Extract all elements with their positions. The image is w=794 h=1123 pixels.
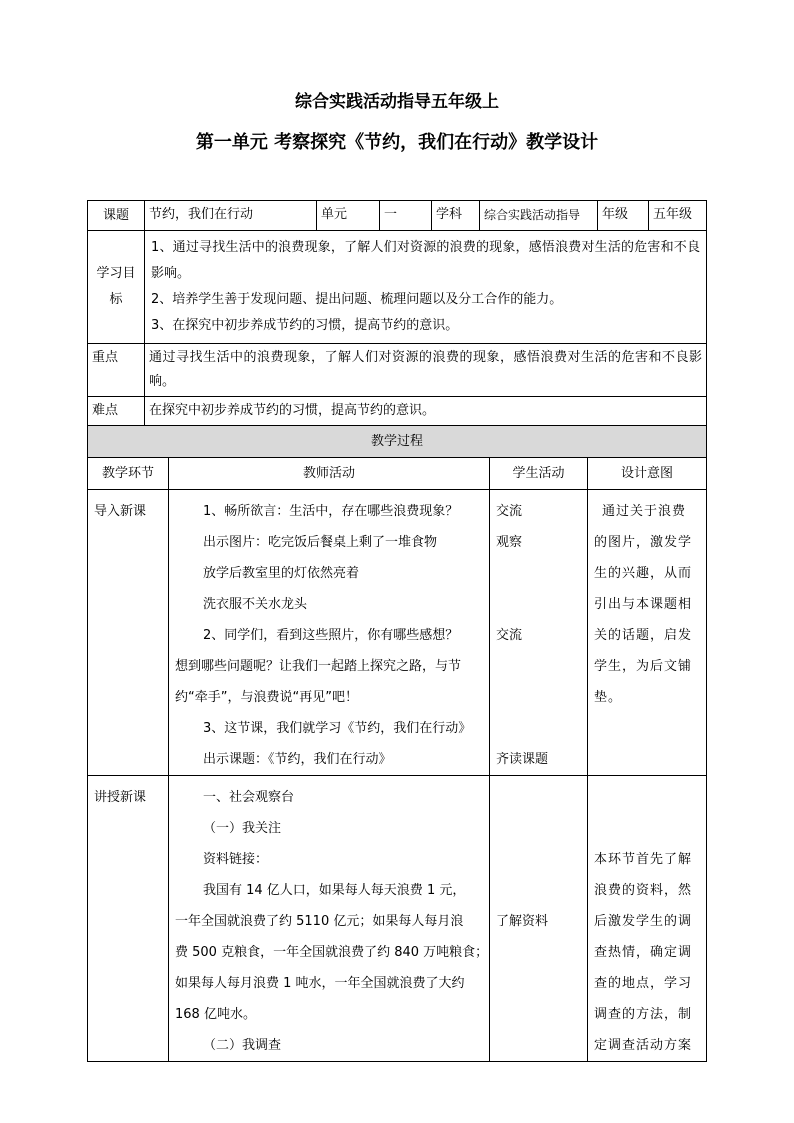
- intent-line: 生的兴趣，从而: [594, 566, 693, 581]
- intent-line: 定调查活动方案: [594, 1038, 693, 1053]
- intent-line: 学生，为后文铺: [594, 659, 693, 674]
- unit-label: 单元: [317, 201, 380, 231]
- goal-item: 1、通过寻找生活中的浪费现象，了解人们对资源的浪费的现象，感悟浪费对生活的危害和不良影响。: [151, 240, 700, 281]
- key-point-text: 通过寻找生活中的浪费现象，了解人们对资源的浪费的现象，感悟浪费对生活的危害和不良影响。: [145, 344, 707, 397]
- subject-label: 学科: [432, 201, 480, 231]
- intent-line: 调查的方法，制: [594, 1007, 693, 1022]
- goals-label: 学习目标: [88, 231, 145, 344]
- intent-line: [594, 782, 700, 813]
- student-activity: [490, 776, 588, 1062]
- document-subtitle: 第一单元 考察探究《节约，我们在行动》教学设计: [195, 132, 599, 153]
- info-row: [88, 201, 707, 231]
- subject-value: 综合实践活动指导: [480, 201, 598, 231]
- grade-label: 年级: [598, 201, 649, 231]
- student-line: [496, 968, 581, 999]
- teacher-activity: [169, 776, 490, 1062]
- student-line: [496, 651, 581, 682]
- student-line: [496, 813, 581, 844]
- intent-line: 查热情，确定调: [594, 945, 693, 960]
- design-intent: [588, 490, 707, 776]
- teacher-line: 一、社会观察台: [203, 790, 295, 805]
- stage-cell: [88, 490, 169, 776]
- student-line: [496, 782, 581, 813]
- process-header: 教学过程: [88, 426, 707, 458]
- lesson-plan-table: [87, 200, 707, 426]
- student-line: 观察: [496, 535, 523, 550]
- teacher-line: 如果每人每月浪费 1 吨水，一年全国就浪费了大约: [175, 976, 465, 991]
- column-intent: 设计意图: [588, 458, 707, 490]
- student-line: [496, 875, 581, 906]
- intent-line: 后激发学生的调: [594, 914, 693, 929]
- teacher-line: 3、这节课，我们就学习《节约，我们在行动》: [203, 721, 472, 736]
- goal-item: 2、培养学生善于发现问题、提出问题、梳理问题以及分工合作的能力。: [151, 292, 563, 307]
- teacher-line: 放学后教室里的灯依然亮着: [203, 566, 360, 581]
- teacher-line: 想到哪些问题呢？让我们一起踏上探究之路，与节: [175, 659, 462, 674]
- teacher-line: 出示课题：《节约，我们在行动》: [203, 752, 392, 767]
- key-point-row: [88, 344, 707, 397]
- teacher-line: 2、同学们，看到这些照片，你有哪些感想？: [203, 628, 459, 643]
- teacher-line: 出示图片：吃完饭后餐桌上剩了一堆食物: [203, 535, 438, 550]
- teacher-activity: [169, 490, 490, 776]
- difficulty-text: 在探究中初步养成节约的习惯，提高节约的意识。: [145, 397, 707, 426]
- teacher-line: 约“牵手”，与浪费说“再见”吧！: [175, 690, 358, 705]
- intent-line: [594, 813, 700, 844]
- intent-line: 浪费的资料，然: [594, 883, 693, 898]
- teacher-line: 我国有 14 亿人口，如果每人每天浪费 1 元，: [203, 883, 466, 898]
- teacher-line: 1、畅所欲言：生活中，存在哪些浪费现象？: [203, 504, 459, 519]
- process-row: [88, 776, 707, 1062]
- intent-line: 垫。: [594, 690, 623, 705]
- process-table: [87, 425, 707, 1062]
- intent-line: 查的地点，学习: [594, 976, 693, 991]
- student-line: 交流: [496, 628, 523, 643]
- teacher-line: 洗衣服不关水龙头: [203, 597, 308, 612]
- student-line: [496, 713, 581, 744]
- teacher-line: 资料链接：: [203, 852, 269, 867]
- process-header-row: [88, 426, 707, 458]
- goals-content: [145, 231, 707, 344]
- stage-cell: [88, 776, 169, 1062]
- difficulty-row: [88, 397, 707, 426]
- student-line: [496, 844, 581, 875]
- intent-line: 本环节首先了解: [594, 852, 693, 867]
- column-student: 学生活动: [490, 458, 588, 490]
- document-title: 综合实践活动指导五年级上: [295, 92, 499, 112]
- student-line: 交流: [496, 504, 523, 519]
- teacher-line: 168 亿吨水。: [175, 1007, 256, 1022]
- goal-item: 3、在探究中初步养成节约的习惯，提高节约的意识。: [151, 318, 459, 333]
- intent-line: 引出与本课题相: [594, 597, 693, 612]
- difficulty-label: 难点: [88, 397, 145, 426]
- unit-value: 一: [380, 201, 432, 231]
- grade-value: 五年级: [649, 201, 707, 231]
- column-stage: 教学环节: [88, 458, 169, 490]
- column-teacher: 教师活动: [169, 458, 490, 490]
- goals-row: [88, 231, 707, 344]
- process-row: [88, 490, 707, 776]
- process-body: [87, 425, 706, 1062]
- student-line: [496, 558, 581, 589]
- process-columns-row: [88, 458, 707, 490]
- intent-line: 的图片，激发学: [594, 535, 693, 550]
- student-line: 了解资料: [496, 914, 549, 929]
- student-line: [496, 937, 581, 968]
- student-line: [496, 999, 581, 1030]
- student-activity: [490, 490, 588, 776]
- course-value: 节约，我们在行动: [145, 201, 317, 231]
- course-label: 课题: [88, 201, 145, 231]
- student-line: 齐读课题: [496, 752, 549, 767]
- design-intent: [588, 776, 707, 1062]
- student-line: [496, 589, 581, 620]
- stage-label: 导入新课: [94, 504, 147, 519]
- teacher-line: 费 500 克粮食，一年全国就浪费了约 840 万吨粮食；: [175, 945, 489, 960]
- teacher-line: （一）我关注: [203, 821, 282, 836]
- teacher-line: 一年全国就浪费了约 5110 亿元；如果每人每月浪: [175, 914, 464, 929]
- stage-label: 讲授新课: [94, 790, 147, 805]
- student-line: [496, 682, 581, 713]
- teacher-line: （二）我调查: [203, 1038, 282, 1053]
- intent-line: 通过关于浪费: [602, 504, 687, 519]
- key-point-label: 重点: [88, 344, 145, 397]
- intent-line: 关的话题，启发: [594, 628, 693, 643]
- student-line: [496, 1030, 581, 1061]
